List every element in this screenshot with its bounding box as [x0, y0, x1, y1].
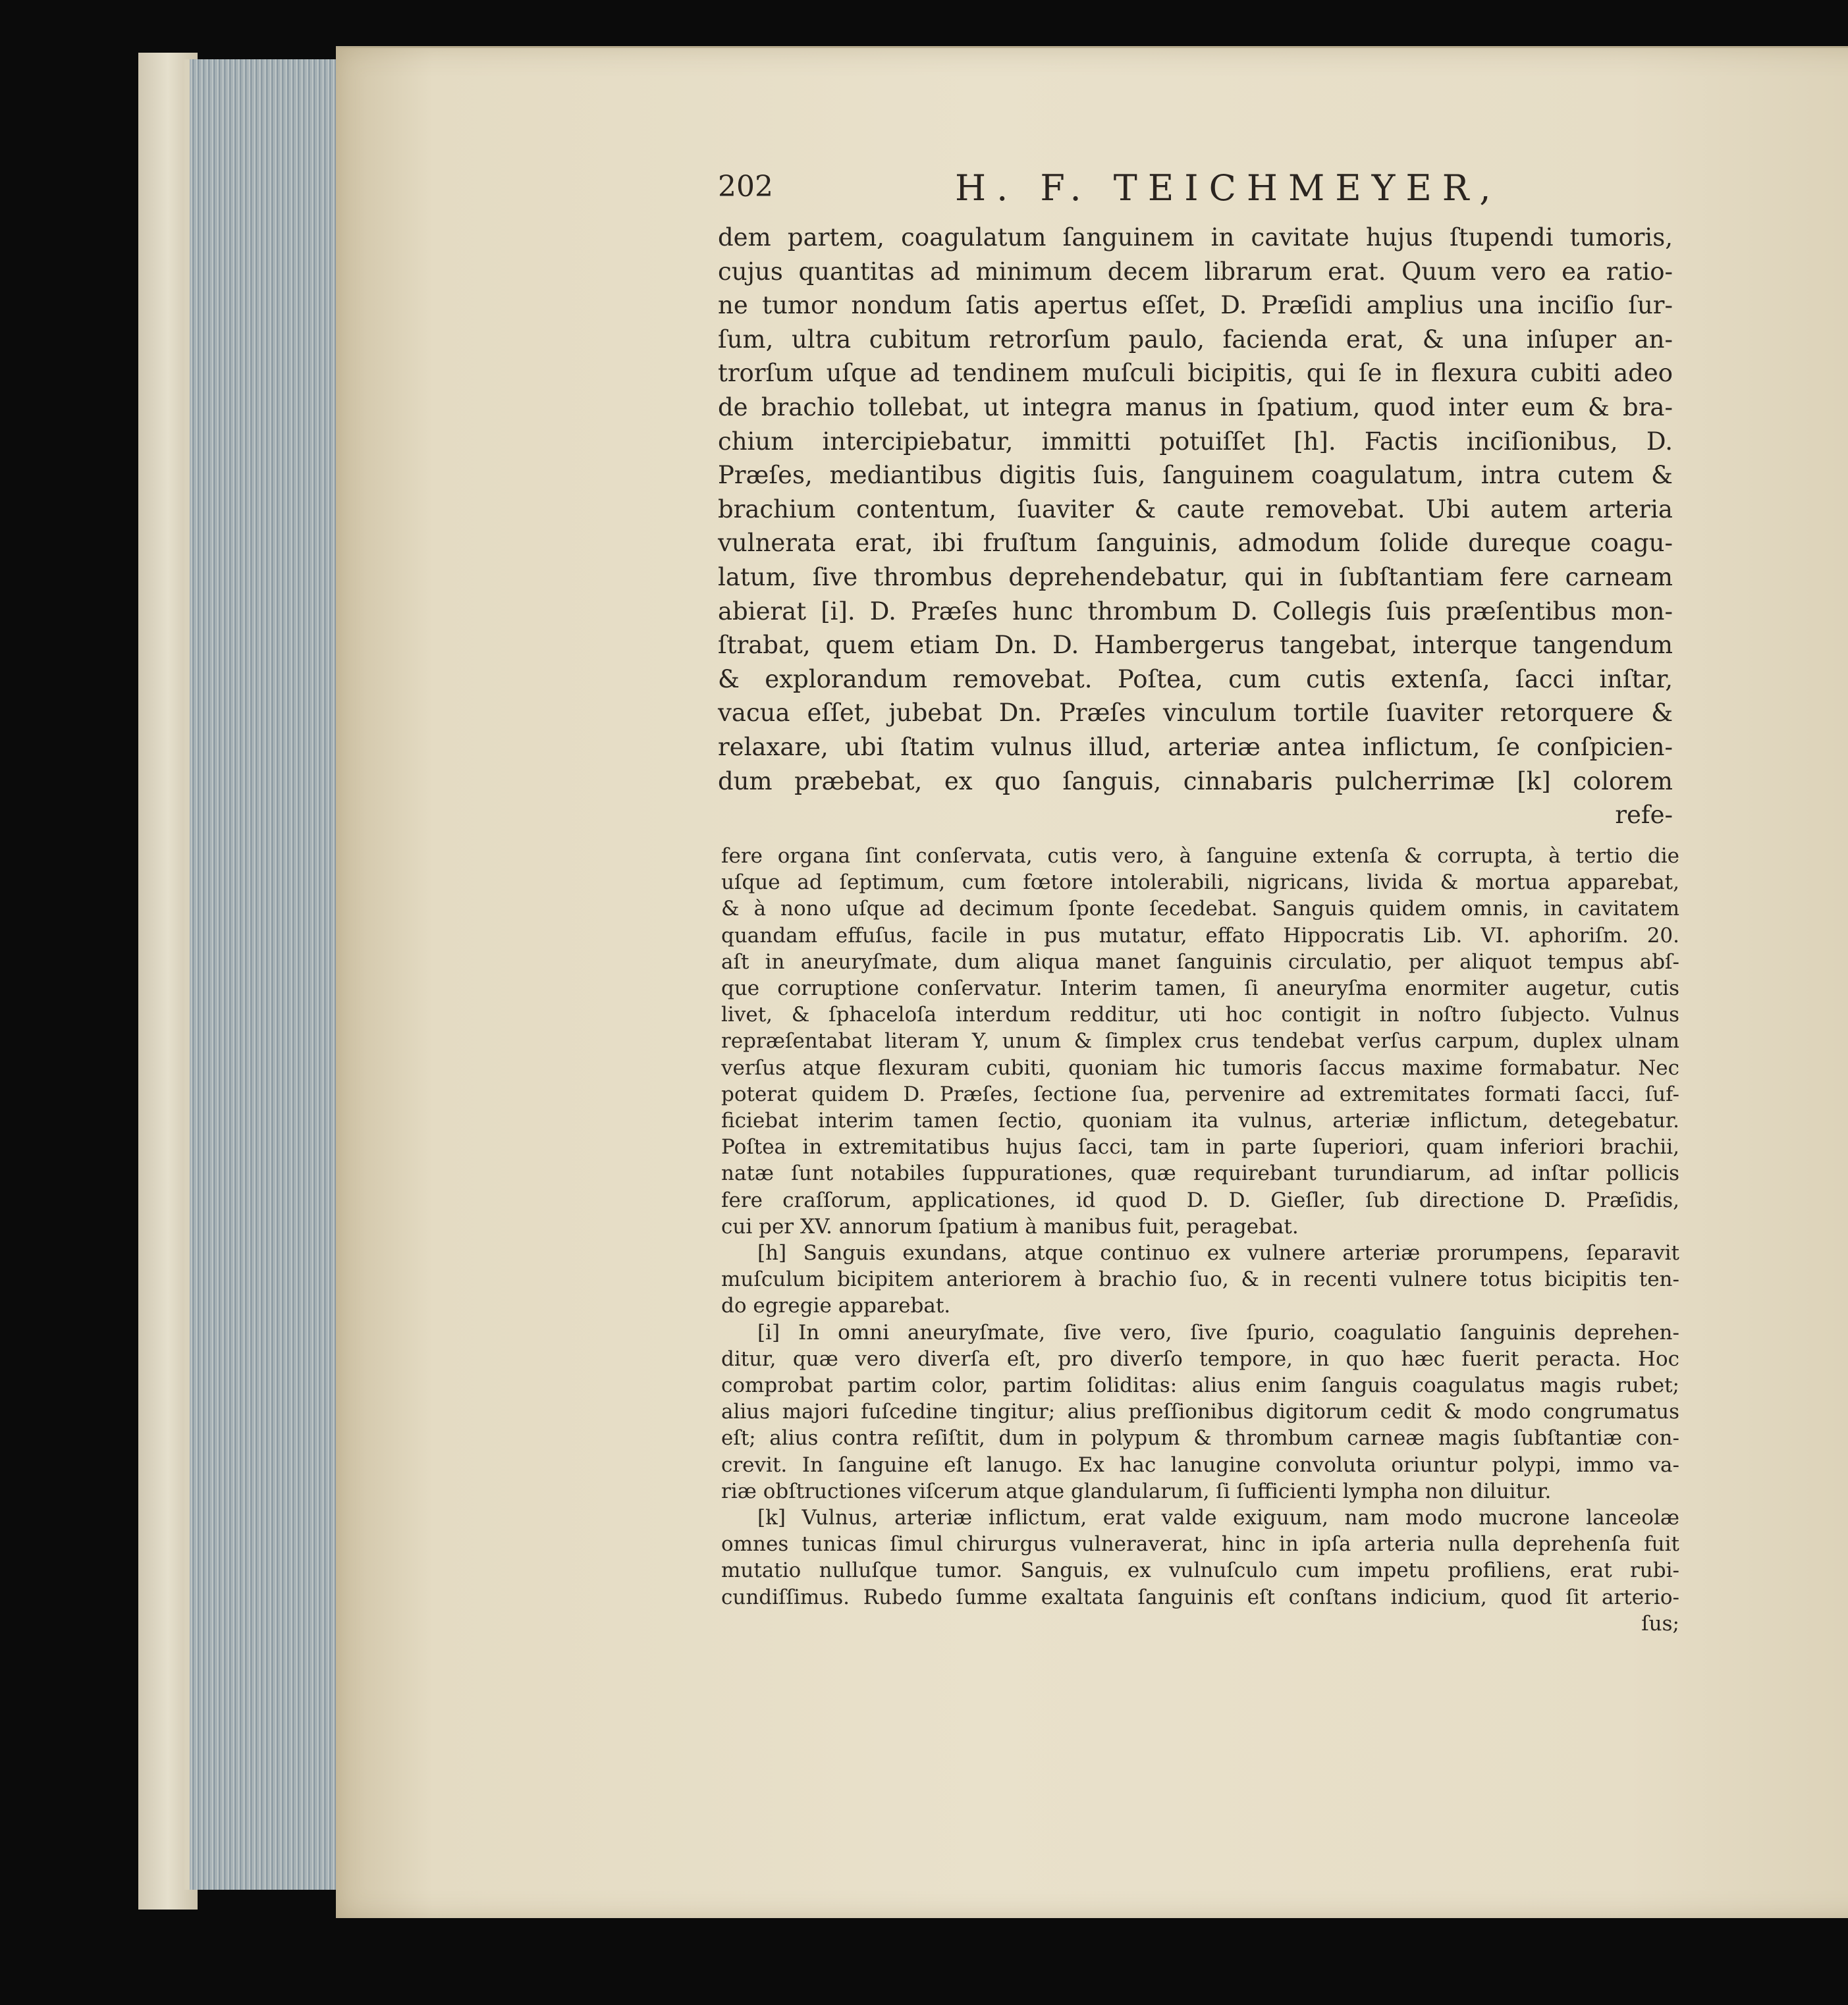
main-text-block: [718, 221, 1673, 832]
main-line: & explorandum removebat. Poſtea, cum cutis extenſa, ſacci inſtar,: [718, 664, 1673, 693]
footnote-line: poterat quidem D. Præſes, ſectione ſua, pervenire ad extremitates formati ſacci, ſuf-: [721, 1082, 1679, 1106]
footnote-h-line: [h] Sanguis exundans, atque continuo ex vulnere arteriæ prorumpens, ſeparavit: [757, 1241, 1679, 1266]
footnote-i-line: [i] In omni aneuryſmate, ſive vero, ſive ſpurio, coagulatio ſanguinis deprehen-: [757, 1320, 1679, 1345]
main-line: de brachio tollebat, ut integra manus in ſpatium, quod inter eum & bra-: [718, 392, 1673, 421]
main-line: ne tumor nondum ſatis apertus eſſet, D. Præſidi amplius una inciſio ſur-: [718, 291, 1673, 320]
footnote-line: livet, & ſphaceloſa interdum redditur, uti hoc contigit in noſtro ſubjecto. Vulnus: [721, 1003, 1679, 1027]
footnote-line: que corruptione conſervatur. Interim tamen, ſi aneuryſma enormiter augetur, cutis: [721, 976, 1679, 1001]
footnote-line: cui per XV. annorum ſpatium à manibus fuit, peragebat.: [721, 1214, 1299, 1239]
footnote-line: natæ ſunt notabiles ſuppurationes, quæ requirebant turundiarum, ad inſtar pollicis: [721, 1162, 1679, 1186]
footnotes-catchword: ſus;: [1641, 1611, 1679, 1636]
main-line: cujus quantitas ad minimum decem librarum erat. Quum vero ea ratio-: [718, 257, 1673, 286]
footnote-line: cundiſſimus. Rubedo ſumme exaltata ſanguinis eſt conſtans indicium, quod ſit arterio-: [721, 1585, 1679, 1609]
main-line: relaxare, ubi ſtatim vulnus illud, arteriæ antea inflictum, ſe conſpicien-: [718, 732, 1673, 761]
main-line: dem partem, coagulatum ſanguinem in cavitate hujus ſtupendi tumoris,: [718, 223, 1673, 252]
footnote-line: crevit. In ſanguine eſt lanugo. Ex hac lanugine convoluta oriuntur polypi, immo va-: [721, 1453, 1679, 1477]
footnote-k-line: [k] Vulnus, arteriæ inflictum, erat valde exiguum, nam modo mucrone lanceolæ: [757, 1506, 1679, 1530]
main-line: ſum, ultra cubitum retrorſum paulo, facienda erat, & una inſuper an-: [718, 325, 1673, 354]
main-line: vulnerata erat, ibi fruſtum ſanguinis, admodum ſolide dureque coagu-: [718, 529, 1673, 558]
footnote-line: riæ obſtructiones viſcerum atque glandularum, ſi ſufficienti lympha non diluitur.: [721, 1479, 1552, 1503]
footnote-line: repræſentabat literam Y, unum & ſimplex crus tendebat verſus carpum, duplex ulnam: [721, 1029, 1679, 1054]
footnote-line: fere organa ſint conſervata, cutis vero, à ſanguine extenſa & corrupta, à tertio die: [721, 844, 1679, 868]
footnote-line: verſus atque flexuram cubiti, quoniam hic tumoris ſaccus maxime formabatur. Nec: [721, 1056, 1679, 1080]
footnote-line: do egregie apparebat.: [721, 1294, 951, 1318]
main-line: Præſes, mediantibus digitis ſuis, ſanguinem coagulatum, intra cutem &: [718, 461, 1673, 490]
footnote-line: aſt in aneuryſmate, dum aliqua manet ſanguinis circulatio, per aliquot tempus abſ-: [721, 949, 1679, 974]
page-header: [718, 167, 1673, 216]
page-edges: [184, 59, 348, 1890]
footnote-line: ditur, quæ vero diverſa eſt, pro diverſo tempore, in quo hæc fuerit peracta. Hoc: [721, 1347, 1679, 1371]
footnote-line: mutatio nulluſque tumor. Sanguis, ex vulnuſculo cum impetu profiliens, erat rubi-: [721, 1559, 1679, 1583]
main-catchword: refe-: [1615, 801, 1673, 830]
footnote-line: quandam effuſus, facile in pus mutatur, effato Hippocratis Lib. VI. aphoriſm. 20.: [721, 923, 1679, 948]
running-title: H. F. TEICHMEYER,: [955, 167, 1502, 209]
footnote-line: omnes tunicas ſimul chirurgus vulneraverat, hinc in ipſa arteria nulla deprehenſa fuit: [721, 1532, 1679, 1557]
main-line: chium intercipiebatur, immitti potuiſſet [h]. Factis inciſionibus, D.: [718, 427, 1673, 456]
main-line: brachium contentum, ſuaviter & caute removebat. Ubi autem arteria: [718, 495, 1673, 523]
main-line: ſtrabat, quem etiam Dn. D. Hambergerus tangebat, interque tangendum: [718, 631, 1673, 660]
footnote-line: ficiebat interim tamen ſectio, quoniam ita vulnus, arteriæ inflictum, detegebatur.: [721, 1109, 1679, 1133]
footnote-line: Poſtea in extremitatibus hujus ſacci, tam in parte ſuperiori, quam inferiori brachii,: [721, 1135, 1679, 1160]
footnote-line: eſt; alius contra reſiſtit, dum in polypum & thrombum carneæ magis ſubſtantiæ con-: [721, 1426, 1679, 1451]
footnote-line: comprobat partim color, partim ſoliditas: alius enim ſanguis coagulatus magis rubet;: [721, 1374, 1679, 1398]
page-number: 202: [718, 170, 773, 203]
footnote-line: alius majori fuſcedine tingitur; alius preſſionibus digitorum cedit & modo congrumatus: [721, 1400, 1679, 1424]
main-line: dum præbebat, ex quo ſanguis, cinnabaris pulcherrimæ [k] colorem: [718, 766, 1673, 795]
main-line: trorſum uſque ad tendinem muſculi bicipitis, qui ſe in flexura cubiti adeo: [718, 359, 1673, 388]
footnotes-block: [721, 843, 1679, 1637]
main-line: abierat [i]. D. Præſes hunc thrombum D. Collegis ſuis præſentibus mon-: [718, 597, 1673, 626]
footnote-line: fere craſſorum, applicationes, id quod D. D. Gieſler, ſub directione D. Præſidis,: [721, 1188, 1679, 1212]
footnote-line: uſque ad ſeptimum, cum fœtore intolerabili, nigricans, livida & mortua apparebat,: [721, 870, 1679, 895]
main-line: latum, ſive thrombus deprehendebatur, qui in ſubſtantiam fere carneam: [718, 562, 1673, 591]
footnote-line: muſculum bicipitem anteriorem à brachio ſuo, & in recenti vulnere totus bicipitis ten-: [721, 1268, 1679, 1292]
footnote-line: & à nono uſque ad decimum ſponte ſecedebat. Sanguis quidem omnis, in cavitatem: [721, 897, 1679, 921]
main-line: vacua eſſet, jubebat Dn. Præſes vinculum tortile ſuaviter retorquere &: [718, 699, 1673, 728]
